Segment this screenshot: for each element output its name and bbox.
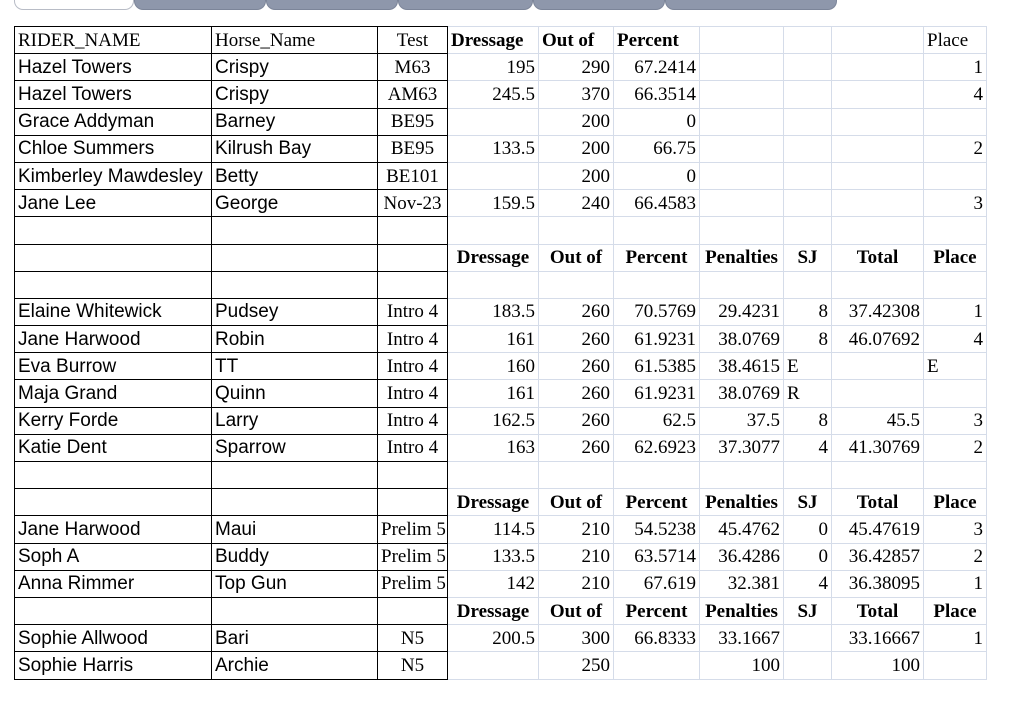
cell-total[interactable] xyxy=(832,81,924,108)
cell-horse-name[interactable]: Quinn xyxy=(212,380,378,407)
cell-horse-name[interactable] xyxy=(212,489,378,516)
cell-horse-name[interactable]: Maui xyxy=(212,516,378,543)
cell-sj[interactable]: SJ xyxy=(784,597,832,624)
cell-horse-name[interactable]: Pudsey xyxy=(212,298,378,325)
cell-test[interactable]: Nov-23 xyxy=(378,190,448,217)
results-spreadsheet xyxy=(14,26,987,680)
sheet-tab-3[interactable] xyxy=(266,0,398,10)
cell-total[interactable]: 37.42308 xyxy=(832,298,924,325)
cell-out-of[interactable]: 290 xyxy=(539,54,614,81)
cell-dressage[interactable]: 133.5 xyxy=(448,543,539,570)
cell-test[interactable] xyxy=(378,244,448,271)
table-row xyxy=(15,271,987,298)
cell-dressage[interactable]: 163 xyxy=(448,434,539,461)
cell-place[interactable]: 1 xyxy=(924,54,987,81)
cell-test[interactable] xyxy=(378,217,448,244)
cell-penalties[interactable]: Penalties xyxy=(700,489,784,516)
cell-dressage[interactable]: 195 xyxy=(448,54,539,81)
cell-test[interactable]: M63 xyxy=(378,54,448,81)
cell-sj[interactable] xyxy=(784,135,832,162)
cell-horse-name[interactable]: Archie xyxy=(212,652,378,679)
cell-out-of[interactable]: 210 xyxy=(539,543,614,570)
cell-dressage[interactable]: 183.5 xyxy=(448,298,539,325)
cell-sj[interactable] xyxy=(784,54,832,81)
cell-penalties[interactable]: 38.0769 xyxy=(700,326,784,353)
cell-horse-name[interactable]: Bari xyxy=(212,625,378,652)
cell-penalties[interactable]: 29.4231 xyxy=(700,298,784,325)
cell-place[interactable] xyxy=(924,652,987,679)
cell-place[interactable]: 3 xyxy=(924,407,987,434)
sheet-tab-1[interactable] xyxy=(14,0,134,10)
cell-sj[interactable]: SJ xyxy=(784,244,832,271)
cell-place[interactable]: Place xyxy=(924,489,987,516)
cell-rider-name[interactable]: Kerry Forde xyxy=(15,407,212,434)
cell-penalties[interactable]: Penalties xyxy=(700,597,784,624)
cell-horse-name[interactable]: Robin xyxy=(212,326,378,353)
cell-rider-name[interactable] xyxy=(15,597,212,624)
cell-total[interactable]: 33.16667 xyxy=(832,625,924,652)
cell-sj[interactable] xyxy=(784,190,832,217)
cell-sj[interactable]: 4 xyxy=(784,434,832,461)
cell-rider-name[interactable] xyxy=(15,244,212,271)
cell-percent[interactable]: 54.5238 xyxy=(614,516,700,543)
cell-dressage[interactable] xyxy=(448,271,539,298)
cell-total[interactable] xyxy=(832,108,924,135)
sheet-tab-2[interactable] xyxy=(134,0,266,10)
table-row xyxy=(15,516,987,543)
cell-place[interactable] xyxy=(924,380,987,407)
cell-test[interactable] xyxy=(378,489,448,516)
cell-penalties[interactable]: 37.5 xyxy=(700,407,784,434)
cell-percent[interactable]: 66.3514 xyxy=(614,81,700,108)
sheet-tab-4[interactable] xyxy=(398,0,533,10)
cell-percent[interactable] xyxy=(614,217,700,244)
cell-dressage[interactable]: 161 xyxy=(448,380,539,407)
cell-test[interactable]: Test xyxy=(378,27,448,54)
cell-total[interactable] xyxy=(832,27,924,54)
cell-sj[interactable] xyxy=(784,27,832,54)
cell-test[interactable] xyxy=(378,597,448,624)
cell-rider-name[interactable]: Hazel Towers xyxy=(15,81,212,108)
cell-horse-name[interactable]: TT xyxy=(212,353,378,380)
cell-dressage[interactable]: 245.5 xyxy=(448,81,539,108)
cell-out-of[interactable]: 240 xyxy=(539,190,614,217)
cell-horse-name[interactable]: Horse_Name xyxy=(212,27,378,54)
cell-sj[interactable]: R xyxy=(784,380,832,407)
cell-rider-name[interactable]: Maja Grand xyxy=(15,380,212,407)
cell-out-of[interactable]: Out of xyxy=(539,597,614,624)
cell-out-of[interactable]: 210 xyxy=(539,516,614,543)
cell-horse-name[interactable]: Buddy xyxy=(212,543,378,570)
header-row xyxy=(15,244,987,271)
cell-test[interactable]: AM63 xyxy=(378,81,448,108)
header-row xyxy=(15,489,987,516)
table-row xyxy=(15,135,987,162)
table-row xyxy=(15,434,987,461)
cell-place[interactable]: 2 xyxy=(924,135,987,162)
table-row xyxy=(15,625,987,652)
cell-place[interactable]: Place xyxy=(924,27,987,54)
cell-test[interactable]: BE95 xyxy=(378,108,448,135)
cell-penalties[interactable]: 32.381 xyxy=(700,570,784,597)
cell-sj[interactable] xyxy=(784,81,832,108)
cell-penalties[interactable] xyxy=(700,27,784,54)
table-row xyxy=(15,543,987,570)
cell-rider-name[interactable]: RIDER_NAME xyxy=(15,27,212,54)
cell-dressage[interactable] xyxy=(448,652,539,679)
sheet-tab-bar xyxy=(0,0,1035,14)
cell-percent[interactable]: 66.8333 xyxy=(614,625,700,652)
cell-out-of[interactable]: Out of xyxy=(539,244,614,271)
cell-horse-name[interactable]: Betty xyxy=(212,162,378,189)
cell-rider-name[interactable]: Sophie Allwood xyxy=(15,625,212,652)
cell-out-of[interactable]: 260 xyxy=(539,380,614,407)
cell-total[interactable] xyxy=(832,190,924,217)
cell-out-of[interactable]: 260 xyxy=(539,298,614,325)
cell-penalties[interactable] xyxy=(700,162,784,189)
cell-dressage[interactable]: Dressage xyxy=(448,27,539,54)
cell-dressage[interactable]: Dressage xyxy=(448,489,539,516)
cell-place[interactable]: 2 xyxy=(924,543,987,570)
sheet-tab-5[interactable] xyxy=(533,0,665,10)
cell-place[interactable]: 1 xyxy=(924,570,987,597)
cell-out-of[interactable] xyxy=(539,271,614,298)
cell-rider-name[interactable] xyxy=(15,462,212,489)
cell-out-of[interactable]: 300 xyxy=(539,625,614,652)
cell-total[interactable]: 100 xyxy=(832,652,924,679)
cell-horse-name[interactable]: Crispy xyxy=(212,54,378,81)
cell-percent[interactable] xyxy=(614,271,700,298)
cell-rider-name[interactable]: Jane Harwood xyxy=(15,516,212,543)
table-row xyxy=(15,652,987,679)
cell-place[interactable]: 3 xyxy=(924,190,987,217)
cell-test[interactable]: Prelim 5 xyxy=(378,570,448,597)
cell-sj[interactable] xyxy=(784,652,832,679)
cell-test[interactable]: BE101 xyxy=(378,162,448,189)
cell-rider-name[interactable]: Sophie Harris xyxy=(15,652,212,679)
cell-total[interactable] xyxy=(832,353,924,380)
cell-horse-name[interactable] xyxy=(212,217,378,244)
cell-penalties[interactable] xyxy=(700,217,784,244)
cell-test[interactable]: Intro 4 xyxy=(378,326,448,353)
cell-test[interactable] xyxy=(378,462,448,489)
cell-place[interactable]: 1 xyxy=(924,625,987,652)
cell-percent[interactable]: 61.9231 xyxy=(614,380,700,407)
cell-penalties[interactable]: 36.4286 xyxy=(700,543,784,570)
cell-total[interactable] xyxy=(832,162,924,189)
cell-test[interactable]: N5 xyxy=(378,625,448,652)
table-row xyxy=(15,462,987,489)
cell-dressage[interactable]: 200.5 xyxy=(448,625,539,652)
cell-sj[interactable]: SJ xyxy=(784,489,832,516)
cell-dressage[interactable]: Dressage xyxy=(448,244,539,271)
table-row xyxy=(15,353,987,380)
cell-sj[interactable]: 0 xyxy=(784,516,832,543)
cell-percent[interactable]: 0 xyxy=(614,162,700,189)
cell-rider-name[interactable]: Elaine Whitewick xyxy=(15,298,212,325)
cell-dressage[interactable]: 159.5 xyxy=(448,190,539,217)
cell-out-of[interactable]: Out of xyxy=(539,489,614,516)
cell-test[interactable]: Intro 4 xyxy=(378,353,448,380)
table-row xyxy=(15,162,987,189)
cell-test[interactable]: Prelim 5 xyxy=(378,543,448,570)
cell-penalties[interactable] xyxy=(700,462,784,489)
cell-dressage[interactable]: 114.5 xyxy=(448,516,539,543)
cell-place[interactable]: 4 xyxy=(924,81,987,108)
table-row xyxy=(15,298,987,325)
cell-percent[interactable]: 61.9231 xyxy=(614,326,700,353)
cell-sj[interactable] xyxy=(784,108,832,135)
cell-sj[interactable]: 8 xyxy=(784,326,832,353)
cell-sj[interactable]: 8 xyxy=(784,407,832,434)
cell-total[interactable]: Total xyxy=(832,244,924,271)
table-row xyxy=(15,570,987,597)
table-row xyxy=(15,54,987,81)
cell-test[interactable]: Intro 4 xyxy=(378,434,448,461)
cell-horse-name[interactable] xyxy=(212,597,378,624)
table-row xyxy=(15,190,987,217)
cell-rider-name[interactable] xyxy=(15,271,212,298)
cell-test[interactable]: N5 xyxy=(378,652,448,679)
cell-place[interactable] xyxy=(924,217,987,244)
table-row xyxy=(15,108,987,135)
sheet-tab-6[interactable] xyxy=(665,0,837,10)
cell-penalties[interactable]: 33.1667 xyxy=(700,625,784,652)
cell-percent[interactable]: 66.75 xyxy=(614,135,700,162)
cell-place[interactable]: E xyxy=(924,353,987,380)
cell-test[interactable]: BE95 xyxy=(378,135,448,162)
cell-place[interactable]: Place xyxy=(924,597,987,624)
cell-out-of[interactable]: Out of xyxy=(539,27,614,54)
table-row xyxy=(15,380,987,407)
cell-test[interactable]: Intro 4 xyxy=(378,298,448,325)
cell-penalties[interactable] xyxy=(700,108,784,135)
cell-percent[interactable]: Percent xyxy=(614,244,700,271)
cell-penalties[interactable]: 45.4762 xyxy=(700,516,784,543)
cell-place[interactable]: 3 xyxy=(924,516,987,543)
cell-out-of[interactable]: 250 xyxy=(539,652,614,679)
cell-rider-name[interactable]: Eva Burrow xyxy=(15,353,212,380)
cell-penalties[interactable] xyxy=(700,190,784,217)
cell-rider-name[interactable]: Jane Harwood xyxy=(15,326,212,353)
cell-percent[interactable]: 63.5714 xyxy=(614,543,700,570)
cell-place[interactable]: 2 xyxy=(924,434,987,461)
cell-rider-name[interactable] xyxy=(15,489,212,516)
cell-percent[interactable]: Percent xyxy=(614,27,700,54)
cell-total[interactable]: 36.38095 xyxy=(832,570,924,597)
cell-place[interactable]: 1 xyxy=(924,298,987,325)
cell-sj[interactable] xyxy=(784,625,832,652)
cell-horse-name[interactable] xyxy=(212,244,378,271)
cell-place[interactable] xyxy=(924,462,987,489)
cell-out-of[interactable]: 260 xyxy=(539,353,614,380)
cell-test[interactable]: Prelim 5 xyxy=(378,516,448,543)
cell-penalties[interactable] xyxy=(700,271,784,298)
cell-percent[interactable]: 62.5 xyxy=(614,407,700,434)
cell-total[interactable] xyxy=(832,135,924,162)
cell-sj[interactable]: 8 xyxy=(784,298,832,325)
cell-percent[interactable]: 67.619 xyxy=(614,570,700,597)
cell-dressage[interactable]: 161 xyxy=(448,326,539,353)
cell-percent[interactable]: 61.5385 xyxy=(614,353,700,380)
cell-dressage[interactable] xyxy=(448,162,539,189)
cell-percent[interactable] xyxy=(614,462,700,489)
cell-percent[interactable] xyxy=(614,652,700,679)
cell-total[interactable] xyxy=(832,54,924,81)
cell-test[interactable]: Intro 4 xyxy=(378,380,448,407)
cell-penalties[interactable]: 38.0769 xyxy=(700,380,784,407)
cell-horse-name[interactable]: Kilrush Bay xyxy=(212,135,378,162)
cell-rider-name[interactable] xyxy=(15,217,212,244)
cell-horse-name[interactable]: Crispy xyxy=(212,81,378,108)
cell-percent[interactable]: 70.5769 xyxy=(614,298,700,325)
cell-horse-name[interactable] xyxy=(212,271,378,298)
cell-out-of[interactable] xyxy=(539,217,614,244)
cell-penalties[interactable] xyxy=(700,81,784,108)
cell-total[interactable]: Total xyxy=(832,597,924,624)
cell-total[interactable] xyxy=(832,217,924,244)
cell-total[interactable] xyxy=(832,271,924,298)
cell-horse-name[interactable]: Barney xyxy=(212,108,378,135)
cell-total[interactable]: 46.07692 xyxy=(832,326,924,353)
cell-total[interactable]: 45.47619 xyxy=(832,516,924,543)
cell-out-of[interactable]: 260 xyxy=(539,326,614,353)
cell-dressage[interactable] xyxy=(448,108,539,135)
cell-penalties[interactable] xyxy=(700,135,784,162)
cell-test[interactable] xyxy=(378,271,448,298)
header-row xyxy=(15,27,987,54)
cell-dressage[interactable] xyxy=(448,462,539,489)
cell-total[interactable] xyxy=(832,462,924,489)
cell-place[interactable] xyxy=(924,162,987,189)
cell-test[interactable]: Intro 4 xyxy=(378,407,448,434)
cell-dressage[interactable]: 162.5 xyxy=(448,407,539,434)
cell-dressage[interactable]: 160 xyxy=(448,353,539,380)
cell-sj[interactable]: E xyxy=(784,353,832,380)
cell-total[interactable]: 41.30769 xyxy=(832,434,924,461)
cell-percent[interactable]: Percent xyxy=(614,597,700,624)
cell-out-of[interactable]: 200 xyxy=(539,135,614,162)
cell-percent[interactable]: Percent xyxy=(614,489,700,516)
cell-out-of[interactable]: 260 xyxy=(539,407,614,434)
cell-out-of[interactable] xyxy=(539,462,614,489)
cell-horse-name[interactable]: George xyxy=(212,190,378,217)
cell-out-of[interactable]: 200 xyxy=(539,108,614,135)
cell-total[interactable]: 45.5 xyxy=(832,407,924,434)
cell-place[interactable]: 4 xyxy=(924,326,987,353)
cell-rider-name[interactable]: Kimberley Mawdesley xyxy=(15,162,212,189)
cell-penalties[interactable]: 38.4615 xyxy=(700,353,784,380)
header-row xyxy=(15,597,987,624)
cell-place[interactable] xyxy=(924,108,987,135)
cell-percent[interactable]: 62.6923 xyxy=(614,434,700,461)
cell-penalties[interactable]: 37.3077 xyxy=(700,434,784,461)
cell-out-of[interactable]: 370 xyxy=(539,81,614,108)
cell-total[interactable]: Total xyxy=(832,489,924,516)
cell-dressage[interactable] xyxy=(448,217,539,244)
cell-sj[interactable] xyxy=(784,217,832,244)
table-row xyxy=(15,217,987,244)
cell-rider-name[interactable]: Jane Lee xyxy=(15,190,212,217)
cell-horse-name[interactable]: Top Gun xyxy=(212,570,378,597)
cell-out-of[interactable]: 200 xyxy=(539,162,614,189)
cell-total[interactable]: 36.42857 xyxy=(832,543,924,570)
cell-dressage[interactable]: Dressage xyxy=(448,597,539,624)
cell-rider-name[interactable]: Katie Dent xyxy=(15,434,212,461)
cell-penalties[interactable]: Penalties xyxy=(700,244,784,271)
cell-sj[interactable] xyxy=(784,162,832,189)
cell-rider-name[interactable]: Soph A xyxy=(15,543,212,570)
cell-sj[interactable]: 4 xyxy=(784,570,832,597)
cell-penalties[interactable]: 100 xyxy=(700,652,784,679)
cell-horse-name[interactable]: Larry xyxy=(212,407,378,434)
cell-dressage[interactable]: 142 xyxy=(448,570,539,597)
cell-percent[interactable]: 67.2414 xyxy=(614,54,700,81)
cell-rider-name[interactable]: Grace Addyman xyxy=(15,108,212,135)
cell-horse-name[interactable]: Sparrow xyxy=(212,434,378,461)
cell-percent[interactable]: 66.4583 xyxy=(614,190,700,217)
cell-rider-name[interactable]: Anna Rimmer xyxy=(15,570,212,597)
cell-penalties[interactable] xyxy=(700,54,784,81)
cell-out-of[interactable]: 210 xyxy=(539,570,614,597)
cell-horse-name[interactable] xyxy=(212,462,378,489)
cell-out-of[interactable]: 260 xyxy=(539,434,614,461)
table-row xyxy=(15,81,987,108)
cell-sj[interactable]: 0 xyxy=(784,543,832,570)
cell-total[interactable] xyxy=(832,380,924,407)
cell-place[interactable]: Place xyxy=(924,244,987,271)
cell-dressage[interactable]: 133.5 xyxy=(448,135,539,162)
cell-percent[interactable]: 0 xyxy=(614,108,700,135)
table-row xyxy=(15,407,987,434)
cell-sj[interactable] xyxy=(784,462,832,489)
cell-rider-name[interactable]: Hazel Towers xyxy=(15,54,212,81)
cell-rider-name[interactable]: Chloe Summers xyxy=(15,135,212,162)
cell-place[interactable] xyxy=(924,271,987,298)
table-row xyxy=(15,326,987,353)
cell-sj[interactable] xyxy=(784,271,832,298)
